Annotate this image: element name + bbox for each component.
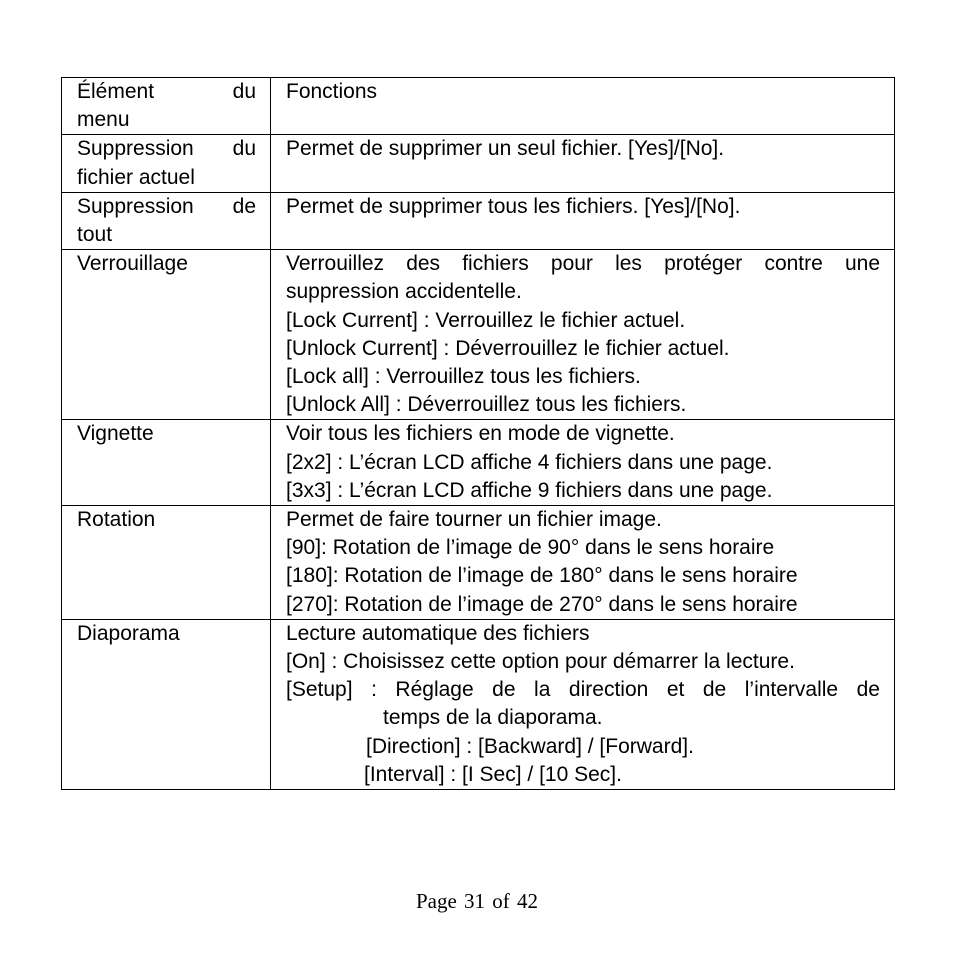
function-description	[271, 192, 895, 249]
menu-item-label: Rotation	[62, 506, 271, 620]
table-row	[62, 420, 895, 506]
header-functions: Fonctions	[271, 78, 895, 135]
function-line: [270]: Rotation de l’image de 270° dans le sens horaire	[286, 592, 798, 616]
function-line: Verrouillez des fichiers pour les protéger contre une suppression accidentelle.	[286, 252, 880, 304]
function-line: [Interval] : [I Sec] / [10 Sec].	[364, 762, 622, 786]
function-description	[271, 506, 895, 620]
function-description	[271, 420, 895, 506]
function-line: Permet de supprimer un seul fichier. [Yes]/[No].	[286, 137, 725, 161]
function-description	[271, 619, 895, 789]
page-number: Page 31 of 42	[415, 889, 539, 913]
table-row	[62, 619, 895, 789]
menu-item-label: Vignette	[62, 420, 271, 506]
function-line: Voir tous les fichiers en mode de vignette.	[286, 422, 675, 446]
header-menu-item: Élément du menu	[62, 78, 271, 135]
function-line: Lecture automatique des fichiers	[286, 621, 590, 645]
table-row	[62, 250, 895, 420]
function-description	[271, 135, 895, 192]
function-line: [Setup] : Réglage de la direction et de l’intervalle de	[286, 678, 880, 702]
function-line: [2x2] : L’écran LCD affiche 4 fichiers dans une page.	[286, 450, 773, 474]
function-description	[271, 250, 895, 420]
menu-item-label: Suppression du fichier actuel	[62, 135, 271, 192]
table-header-row	[62, 78, 895, 135]
menu-item-label: Suppression de tout	[62, 192, 271, 249]
function-line: [Direction] : [Backward] / [Forward].	[366, 734, 694, 758]
function-line: [3x3] : L’écran LCD affiche 9 fichiers dans une page.	[286, 478, 773, 502]
menu-item-label: Diaporama	[62, 619, 271, 789]
function-line: [90]: Rotation de l’image de 90° dans le sens horaire	[286, 536, 775, 560]
function-line: [On] : Choisissez cette option pour démarrer la lecture.	[286, 650, 795, 674]
function-line: [Unlock Current] : Déverrouillez le fichier actuel.	[286, 336, 730, 360]
function-line: [Unlock All] : Déverrouillez tous les fichiers.	[286, 393, 687, 417]
function-line: [Lock Current] : Verrouillez le fichier actuel.	[286, 308, 686, 332]
function-line: Permet de supprimer tous les fichiers. [Yes]/[No].	[286, 194, 741, 218]
function-line: Permet de faire tourner un fichier image.	[286, 508, 662, 532]
table-row	[62, 192, 895, 249]
function-line: [180]: Rotation de l’image de 180° dans le sens horaire	[286, 564, 798, 588]
function-line: [Lock all] : Verrouillez tous les fichiers.	[286, 365, 641, 389]
menu-functions-table	[61, 77, 895, 790]
table-row	[62, 135, 895, 192]
function-line: temps de la diaporama.	[383, 706, 603, 730]
table-row	[62, 506, 895, 620]
menu-item-label: Verrouillage	[62, 250, 271, 420]
